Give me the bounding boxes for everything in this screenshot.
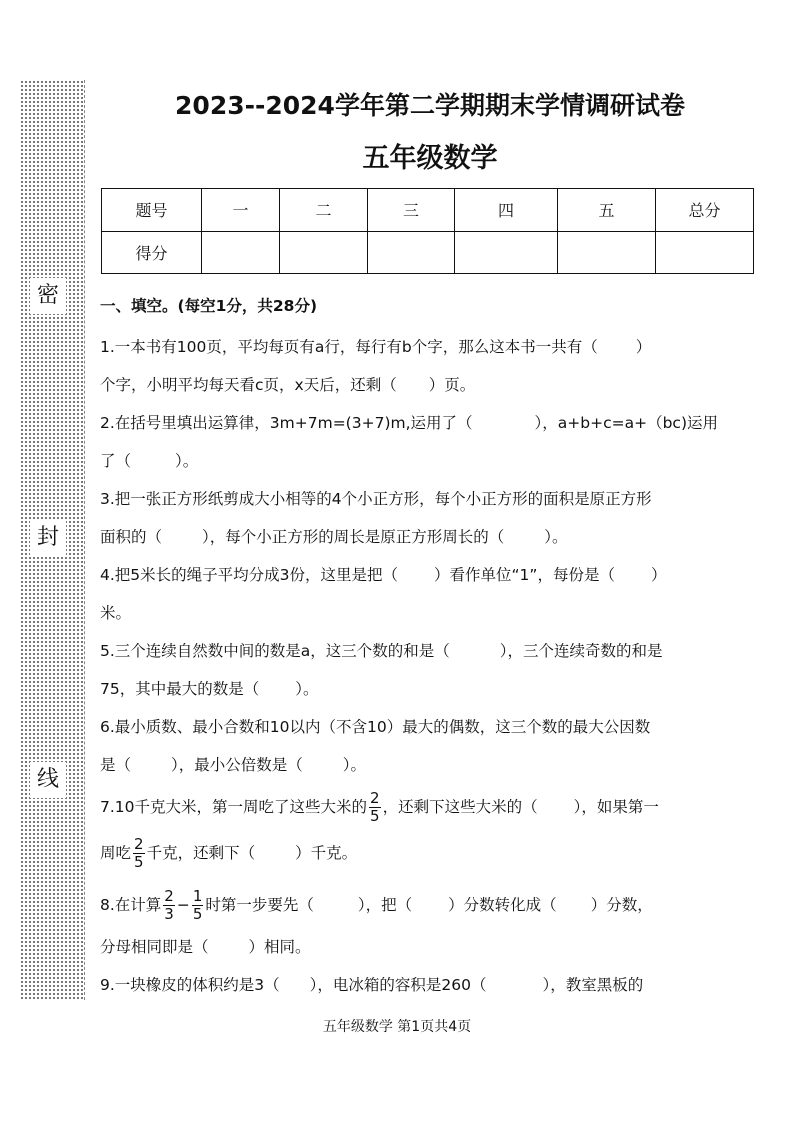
q7-text: ），如果第一 xyxy=(573,798,659,816)
fraction-numerator: 2 xyxy=(370,789,380,807)
q7-text: ）千克。 xyxy=(295,844,358,862)
q7-text: 7.10千克大米，第一周吃了这些大米的 xyxy=(100,798,368,816)
q2-text: 了（ xyxy=(100,452,132,470)
fraction-denominator: 5 xyxy=(370,807,380,825)
score-cell[interactable] xyxy=(656,231,754,274)
seal-char-feng: 封 xyxy=(30,520,66,556)
q2-text: ），a+b+c=a+（bc)运用 xyxy=(534,414,718,432)
q6-line-2 xyxy=(100,746,746,784)
fraction xyxy=(133,836,145,871)
q3-text: ），每个小正方形的周长是原正方形周长的（ xyxy=(202,528,505,546)
q9-text: 9.一块橡皮的体积约是3（ xyxy=(100,976,280,994)
q3-line-2 xyxy=(100,518,746,556)
q3-text: 3.把一张正方形纸剪成大小相等的4个小正方形，每个小正方形的面积是原正方形 xyxy=(100,490,652,508)
q3-text: ）。 xyxy=(544,528,568,546)
score-row-label: 得分 xyxy=(102,231,202,274)
score-cell[interactable] xyxy=(202,231,280,274)
q4-text: 4.把5米长的绳子平均分成3份，这里是把（ xyxy=(100,566,399,584)
minus-sign: − xyxy=(176,896,190,914)
score-header-cell: 一 xyxy=(202,189,280,232)
q5-text: ）。 xyxy=(295,680,319,698)
score-header-cell: 五 xyxy=(558,189,656,232)
q2-line-1 xyxy=(100,404,746,442)
score-table-score-row xyxy=(102,231,754,274)
q4-text: ）看作单位“1”，每份是（ xyxy=(434,566,615,584)
q1-text: ） xyxy=(635,338,652,356)
q1-text: 个字，小明平均每天看c页，x天后，还剩（ xyxy=(100,376,397,394)
q2-text: 2.在括号里填出运算律，3m+7m=(3+7)m,运用了（ xyxy=(100,414,473,432)
fraction-denominator: 5 xyxy=(192,905,203,923)
q8-text: ）相同。 xyxy=(248,938,311,956)
q3-line-1 xyxy=(100,480,746,518)
fraction-numerator: 2 xyxy=(164,887,174,905)
q7-line-2 xyxy=(100,830,746,882)
seal-char-mi: 密 xyxy=(30,278,66,314)
q1-text: ）页。 xyxy=(428,376,476,394)
score-header-cell: 三 xyxy=(368,189,455,232)
q7-text: ，还剩下这些大米的（ xyxy=(382,798,538,816)
fraction xyxy=(369,790,381,825)
q6-line-1 xyxy=(100,708,746,746)
questions-area xyxy=(100,292,746,1004)
q4-line-2 xyxy=(100,594,746,632)
q4-text: ） xyxy=(650,566,667,584)
q5-text: 5.三个连续自然数中间的数是a，这三个数的和是（ xyxy=(100,642,450,660)
q5-text: 75，其中最大的数是（ xyxy=(100,680,260,698)
section-heading: 一、填空。(每空1分，共28分) xyxy=(100,297,318,315)
q2-text: ）。 xyxy=(175,452,199,470)
q7-text: 周吃 xyxy=(100,844,132,862)
q1-text: 1.一本书有100页，平均每页有a行，每行有b个字，那么这本书一共有（ xyxy=(100,338,598,356)
q8-text: ），把（ xyxy=(357,896,413,914)
q7-text: 千克，还剩下（ xyxy=(146,844,256,862)
score-header-cell: 四 xyxy=(455,189,558,232)
q8-text: 分母相同即是（ xyxy=(100,938,209,956)
q7-line-1 xyxy=(100,784,746,830)
q8-line-1 xyxy=(100,882,746,928)
q2-line-2 xyxy=(100,442,746,480)
q5-line-2 xyxy=(100,670,746,708)
fraction xyxy=(192,888,204,923)
q8-text: 8.在计算 xyxy=(100,896,162,914)
q5-line-1 xyxy=(100,632,746,670)
q9-line-1 xyxy=(100,966,746,1004)
fraction-denominator: 3 xyxy=(164,905,174,923)
q5-text: ），三个连续奇数的和是 xyxy=(499,642,663,660)
score-header-cell: 题号 xyxy=(102,189,202,232)
fraction-denominator: 5 xyxy=(134,853,144,871)
seal-char-xian: 线 xyxy=(30,762,66,798)
q9-text: ），教室黑板的 xyxy=(542,976,644,994)
score-cell[interactable] xyxy=(558,231,656,274)
q8-text: 时第一步要先（ xyxy=(205,896,314,914)
score-cell[interactable] xyxy=(280,231,368,274)
fraction xyxy=(163,888,175,923)
q8-text: ）分数转化成（ xyxy=(448,896,557,914)
score-cell[interactable] xyxy=(455,231,558,274)
q6-text: 是（ xyxy=(100,756,132,774)
q4-text: 米。 xyxy=(100,604,132,622)
score-table xyxy=(101,188,754,274)
exam-subtitle: 五年级数学 xyxy=(362,143,498,174)
q8-line-2 xyxy=(100,928,746,966)
score-header-cell: 二 xyxy=(280,189,368,232)
q1-line-1 xyxy=(100,328,746,366)
fraction-numerator: 1 xyxy=(192,887,203,905)
score-table-header-row xyxy=(102,189,754,232)
q6-text: ）。 xyxy=(342,756,367,774)
exam-title: 2023--2024学年第二学期期末学情调研试卷 xyxy=(175,91,685,120)
q9-text: ），电冰箱的容积是260（ xyxy=(309,976,487,994)
page-footer: 五年级数学 第1页共4页 xyxy=(322,1019,472,1035)
q8-text: ）分数， xyxy=(590,896,653,914)
q6-text: ），最小公倍数是（ xyxy=(171,756,303,774)
fraction-numerator: 2 xyxy=(134,835,144,853)
score-cell[interactable] xyxy=(368,231,455,274)
q1-line-2 xyxy=(100,366,746,404)
q3-text: 面积的（ xyxy=(100,528,163,546)
score-header-cell: 总分 xyxy=(656,189,754,232)
q6-text: 6.最小质数、最小合数和10以内（不含10）最大的偶数，这三个数的最大公因数 xyxy=(100,718,651,736)
q4-line-1 xyxy=(100,556,746,594)
